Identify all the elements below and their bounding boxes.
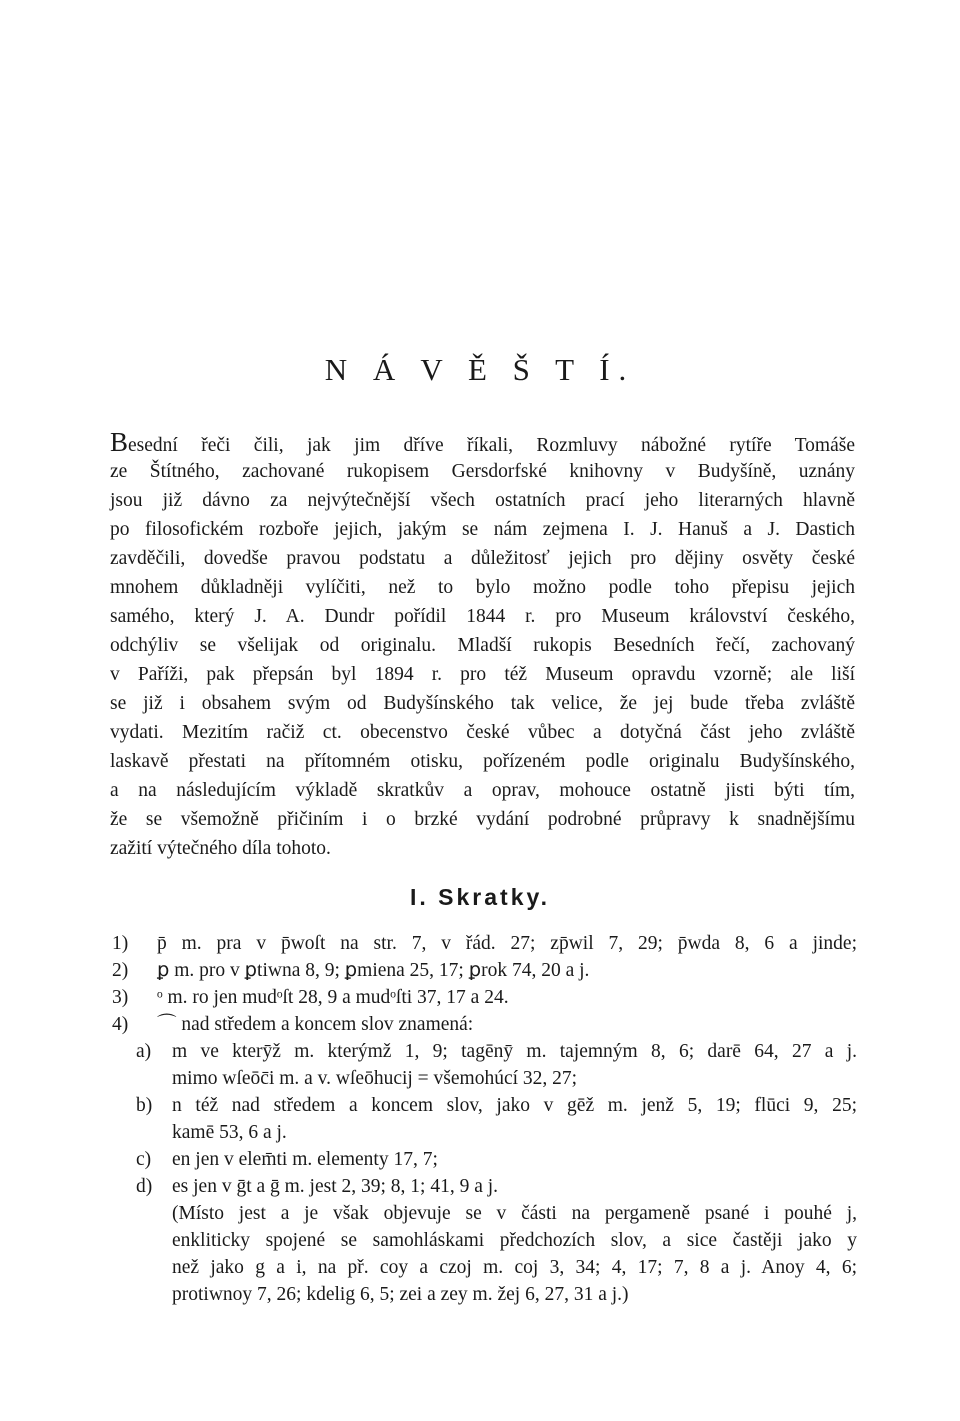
sub-item-letter: c) [136, 1149, 152, 1170]
item-text: ᵒ m. ro jen mudᵒſt 28, 9 a mudᵒſti 37, 17 a 24. [157, 987, 509, 1008]
sub-item-line: m ve kterȳž m. kterýmž 1, 9; tagēnȳ m. tajemným 8, 6; darē 64, 27 a j. [172, 1041, 857, 1062]
sub-item-line: n též nad středem a koncem slov, jako v gēž m. jenž 5, 19; flūci 9, 25; [172, 1095, 857, 1116]
intro-line: zavděčili, dovedše pravou podstatu a důležitosť jejich pro dějiny osvěty české [110, 548, 855, 569]
page-title: N Á V Ě Š T Í. [324, 352, 636, 387]
intro-line: že se všemožně přičiním i o brzké vydání podrobné průpravy k snadnějšímu [110, 809, 855, 830]
intro-line-first-text: esední řeči čili, jak jim dříve říkali, Rozmluvy nábožné rytíře Tomáše [128, 435, 855, 456]
list-item [112, 957, 857, 984]
item-number: 2) [112, 960, 129, 981]
list-item [112, 984, 857, 1011]
sub-item-body [172, 1146, 857, 1173]
sub-item [112, 1092, 857, 1146]
sub-item [112, 1173, 857, 1308]
intro-line: laskavě přestati na přítomném otisku, pořízeném podle originalu Budyšínského, [110, 751, 855, 772]
sub-item-body [172, 1038, 857, 1092]
sub-item [112, 1146, 857, 1173]
sub-item-letter: a) [136, 1041, 152, 1062]
sub-item-line: enkliticky spojené se samohláskami předchozích slov, a sice častěji jako y [172, 1230, 857, 1251]
sub-item [112, 1038, 857, 1092]
sub-item-body [172, 1092, 857, 1146]
sub-item-line: mimo wſeōc̄i m. a v. wſeōhucij = všemohúcí 32, 27; [172, 1068, 578, 1089]
intro-line: samého, který J. A. Dundr pořídil 1844 r. pro Museum království českého, [110, 606, 855, 627]
section-heading: I. Skratky. [410, 884, 550, 910]
intro-line: a na následujícím výkladě skratkův a oprav, mohouce ostatně jisti býti tím, [110, 780, 855, 801]
drop-cap: B [110, 427, 129, 457]
sub-item-body [172, 1173, 857, 1308]
intro-line-first [110, 428, 855, 457]
intro-line: po filosofickém rozboře jejich, jakým se nám zejmena I. J. Hanuš a J. Dastich [110, 519, 855, 540]
sub-item-line: kamē 53, 6 a j. [172, 1122, 287, 1143]
sub-item-line: protiwnoy 7, 26; kdelig 6, 5; zei a zey m. žej 6, 27, 31 a j.) [172, 1284, 629, 1305]
item-number: 4) [112, 1014, 129, 1035]
item-number: 3) [112, 987, 129, 1008]
list-item [112, 1011, 857, 1038]
item-number: 1) [112, 933, 129, 954]
list-item [112, 930, 857, 957]
intro-line: odchýliv se všelijak od originalu. Mladší rukopis Besedních řečí, zachovaný [110, 635, 855, 656]
item-text: ꝑ m. pro v ꝑtiwna 8, 9; ꝑmiena 25, 17; ꝑrok 74, 20 a j. [157, 960, 590, 981]
sub-item-line: es jen v ḡt a ḡ m. jest 2, 39; 8, 1; 41, 9 a j. [172, 1176, 499, 1197]
intro-line: mnohem důkladněji vylíčiti, než to bylo možno podle toho přepisu jejich [110, 577, 855, 598]
intro-line: v Paříži, pak přepsán byl 1894 r. pro též Museum opravdu vzorně; ale liší [110, 664, 855, 685]
intro-line: jsou již dávno za nejvýtečnější všech ostatních prací jeho literarných hlavně [110, 490, 855, 511]
sub-item-letter: b) [136, 1095, 153, 1116]
intro-line: ze Štítného, zachované rukopisem Gersdorfské knihovny v Budyšíně, uznány [110, 461, 855, 482]
sub-item-line: (Místo jest a je však objevuje se v části na pergameně psané i pouhé j, [172, 1203, 857, 1224]
sub-item-line: en jen v elem̄ti m. elementy 17, 7; [172, 1149, 438, 1170]
intro-line: se již i obsahem svým od Budyšínského tak velice, že jej bude třeba zvláště [110, 693, 855, 714]
intro-paragraph [110, 428, 855, 863]
intro-line: vydati. Mezitím račiž ct. obecenstvo české vůbec a dotyčná část jeho zvláště [110, 722, 855, 743]
item-text: ⌒ nad středem a koncem slov znamená: [157, 1014, 474, 1035]
sub-item-letter: d) [136, 1176, 153, 1197]
intro-line: zažití výtečného díla tohoto. [110, 838, 331, 859]
item-text: p̄ m. pra v p̄woſt na str. 7, v řád. 27; zp̄wil 7, 29; p̄wda 8, 6 a jinde; [157, 933, 857, 954]
sub-item-line: než jako g a i, na př. coy a czoj m. coj 3, 34; 4, 17; 7, 8 a j. Anoy 4, 6; [172, 1257, 857, 1278]
abbreviation-list [112, 930, 857, 1308]
